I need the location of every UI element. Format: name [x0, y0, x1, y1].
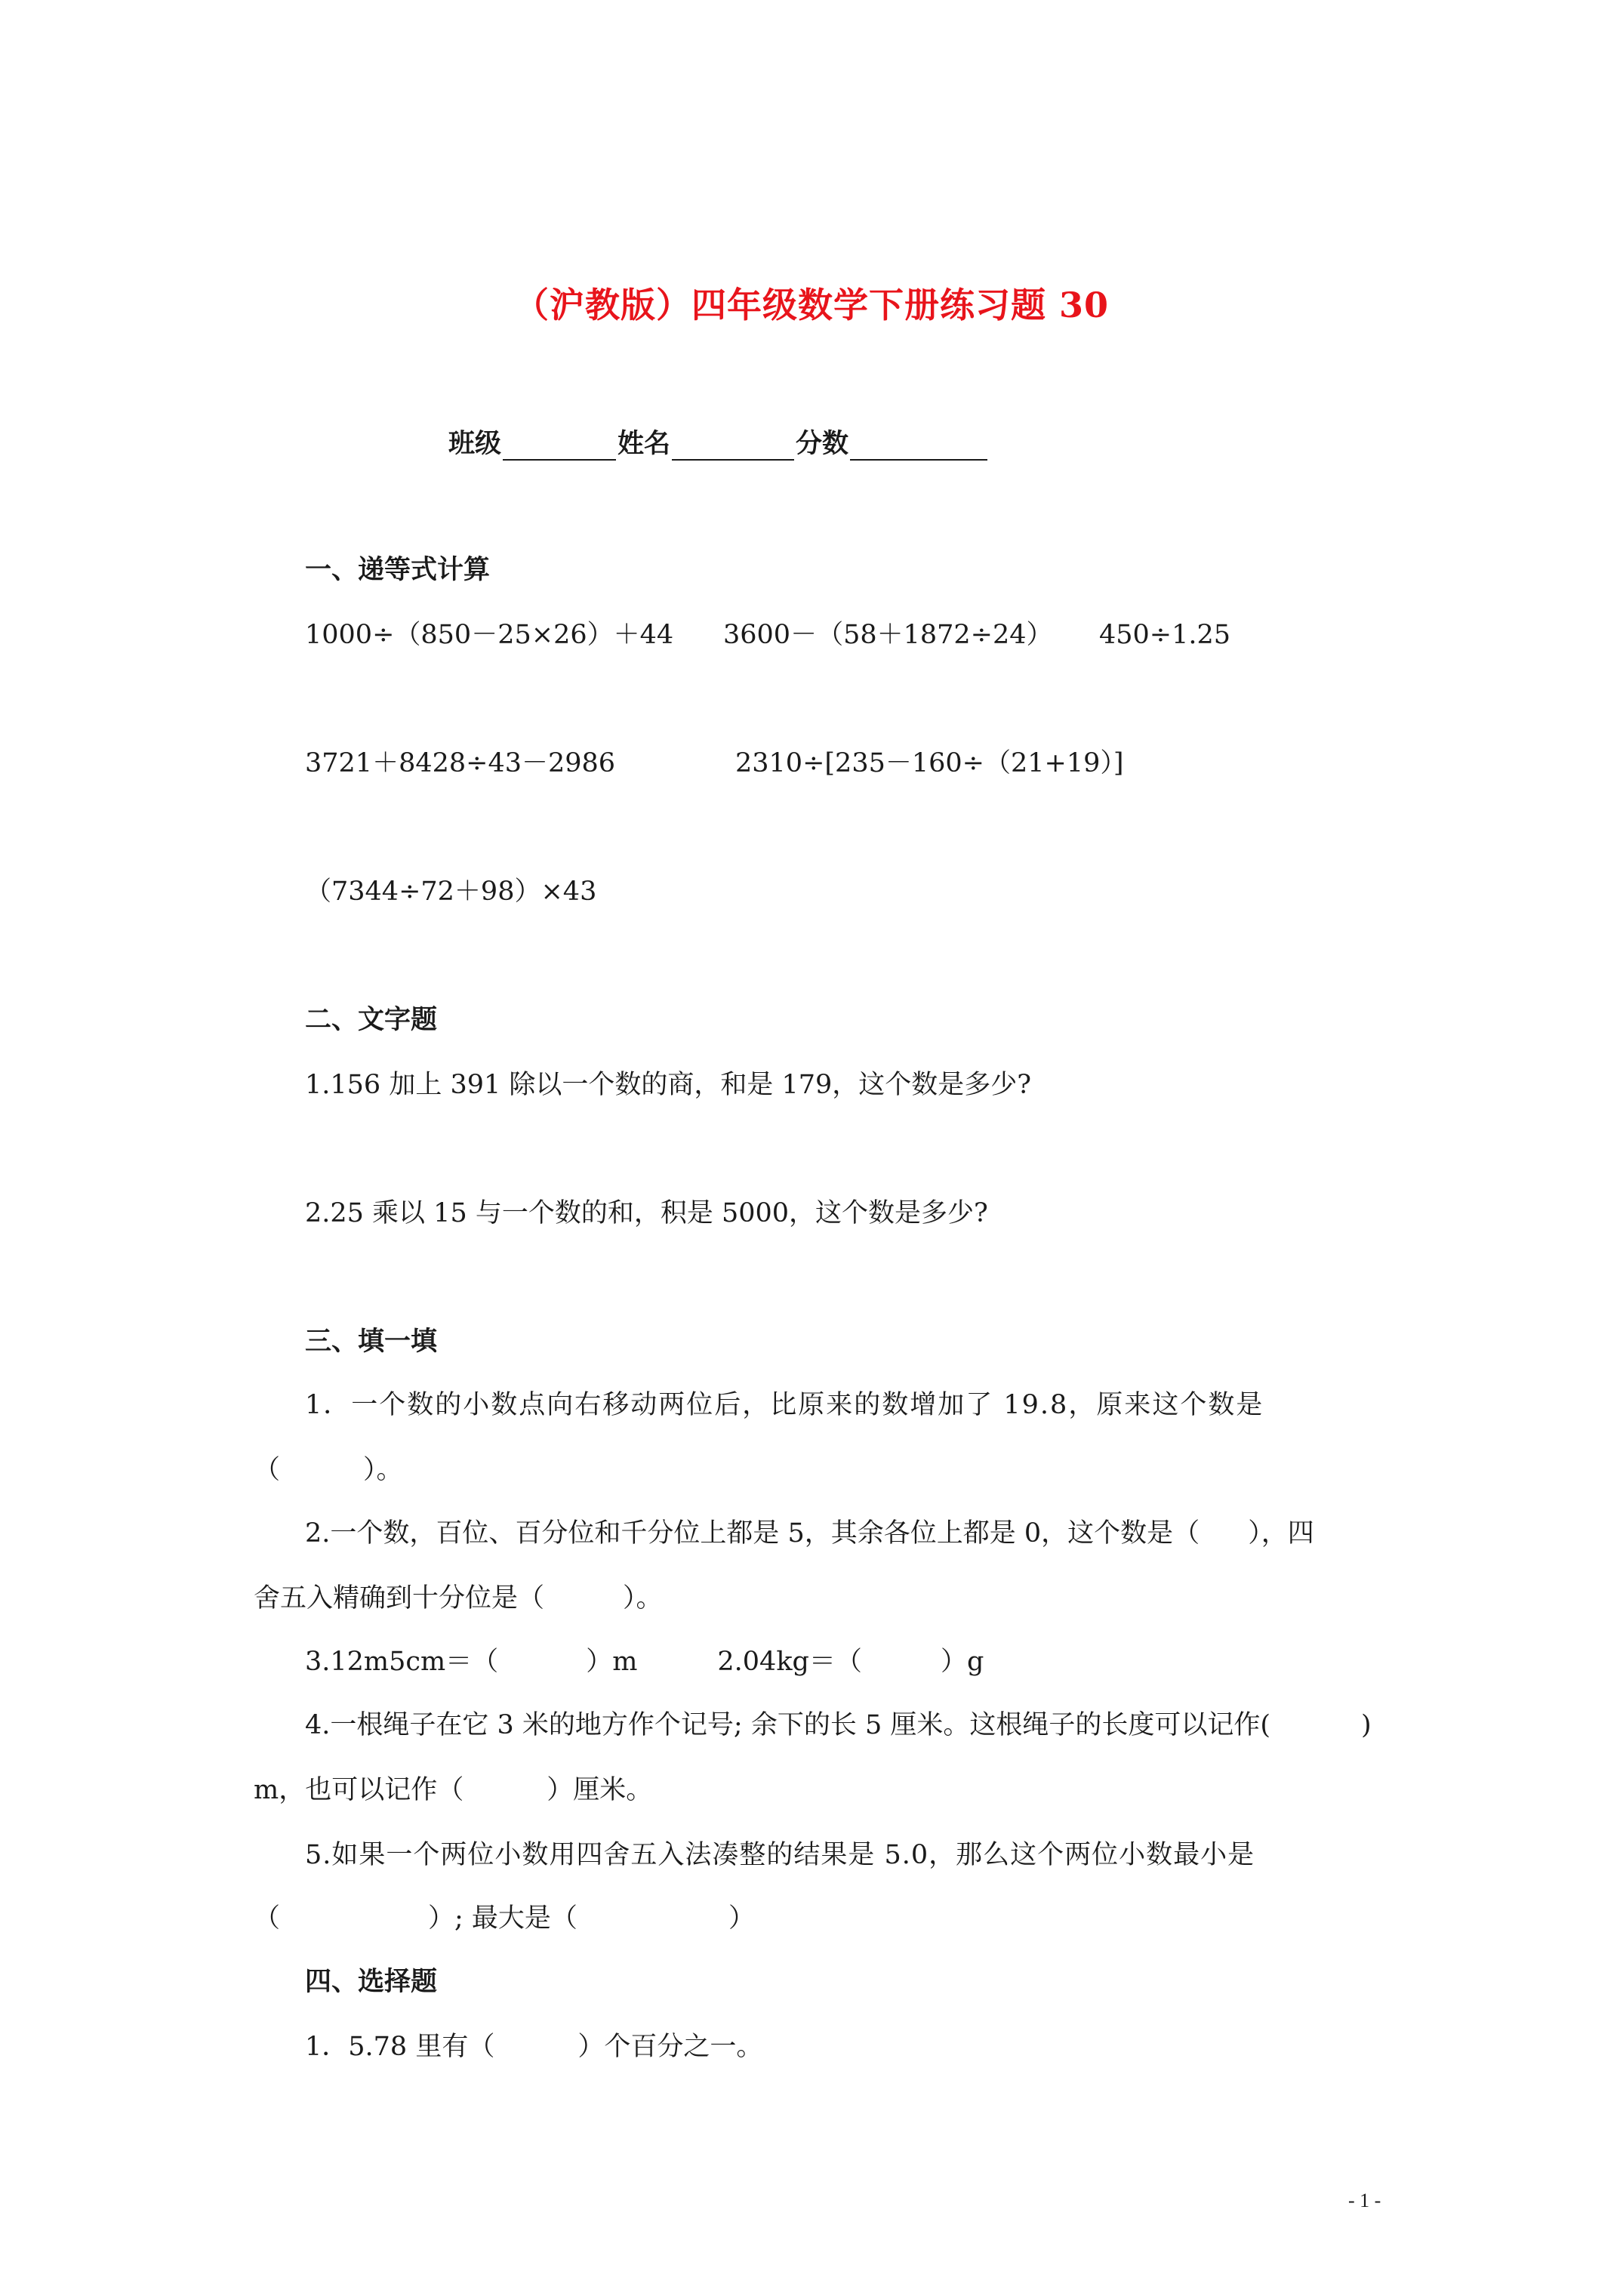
fill-q5-line2	[254, 1903, 755, 1934]
name-blank[interactable]	[672, 430, 794, 461]
fill-q4-text-c: m，也可以记作（	[254, 1775, 464, 1805]
fill-q3-text-d: ）g	[940, 1647, 984, 1677]
fill-q2-text-c: 舍五入精确到十分位是（	[254, 1583, 545, 1613]
fill-q3-line	[305, 1646, 984, 1678]
fill-q1-open-paren: （	[254, 1455, 281, 1485]
class-blank[interactable]	[503, 430, 616, 461]
word-problem-2: 2.25 乘以 15 与一个数的和，积是 5000，这个数是多少?	[305, 1198, 988, 1228]
fill-q3-text-c: 2.04kg＝（	[717, 1647, 862, 1677]
fill-q5-text-b: ）; 最大是（	[428, 1903, 577, 1934]
fill-q2-text-b: ），四	[1248, 1518, 1314, 1549]
fill-q4-line2	[254, 1774, 652, 1806]
score-blank[interactable]	[850, 430, 987, 461]
fill-q5-line1: 5.如果一个两位小数用四舍五入法凑整的结果是 5.0，那么这个两位小数最小是	[305, 1840, 1255, 1870]
calc-item-1: 1000÷（850－25×26）＋44	[305, 620, 674, 650]
section1-heading: 一、递等式计算	[305, 554, 491, 585]
calc-item-5: 2310÷[235－160÷（21+19）]	[735, 748, 1124, 778]
fill-q3-text-a: 3.12m5cm＝（	[305, 1647, 499, 1677]
fill-q5-text-c: ）	[728, 1903, 755, 1934]
fill-q4-text-b: )	[1361, 1710, 1372, 1740]
document-title: （沪教版）四年级数学下册练习题 30	[513, 285, 1110, 325]
fill-q2-text-d: ）。	[623, 1583, 663, 1613]
fill-q2-text-a: 2.一个数，百位、百分位和千分位上都是 5，其余各位上都是 0，这个数是（	[305, 1518, 1200, 1549]
page-number: - 1 -	[1348, 2190, 1381, 2211]
calc-item-4: 3721＋8428÷43－2986	[305, 748, 616, 778]
fill-q1-close-paren: ）。	[363, 1455, 403, 1485]
choice-q1-text-a: 1．5.78 里有（	[305, 2032, 495, 2062]
fill-q5-text-a: （	[254, 1903, 281, 1934]
section4-heading: 四、选择题	[305, 1966, 438, 1997]
name-label: 姓名	[617, 428, 671, 459]
fill-q2-line1	[305, 1518, 1314, 1549]
calc-item-3: 450÷1.25	[1099, 620, 1231, 650]
section3-heading: 三、填一填	[305, 1326, 438, 1357]
section2-heading: 二、文字题	[305, 1004, 438, 1035]
choice-q1-text-b: ）个百分之一。	[577, 2032, 763, 2062]
fill-q4-text-a: 4.一根绳子在它 3 米的地方作个记号; 余下的长 5 厘米。这根绳子的长度可以记作(	[305, 1710, 1271, 1740]
class-label: 班级	[448, 428, 502, 459]
choice-q1-line	[305, 2031, 762, 2063]
fill-q1-line1: 1．一个数的小数点向右移动两位后，比原来的数增加了 19.8，原来这个数是	[305, 1390, 1264, 1420]
word-problem-1: 1.156 加上 391 除以一个数的商，和是 179，这个数是多少?	[305, 1070, 1032, 1100]
fill-q3-text-b: ）m	[586, 1647, 638, 1677]
calc-item-6: （7344÷72＋98）×43	[305, 877, 597, 907]
student-info-line	[448, 423, 989, 461]
fill-q4-text-d: ）厘米。	[547, 1775, 653, 1805]
calc-item-2: 3600－（58＋1872÷24）	[723, 620, 1053, 650]
fill-q1-line2	[254, 1454, 403, 1486]
fill-q4-line1	[305, 1709, 1372, 1741]
fill-q2-line2	[254, 1583, 663, 1614]
score-label: 分数	[796, 428, 849, 459]
